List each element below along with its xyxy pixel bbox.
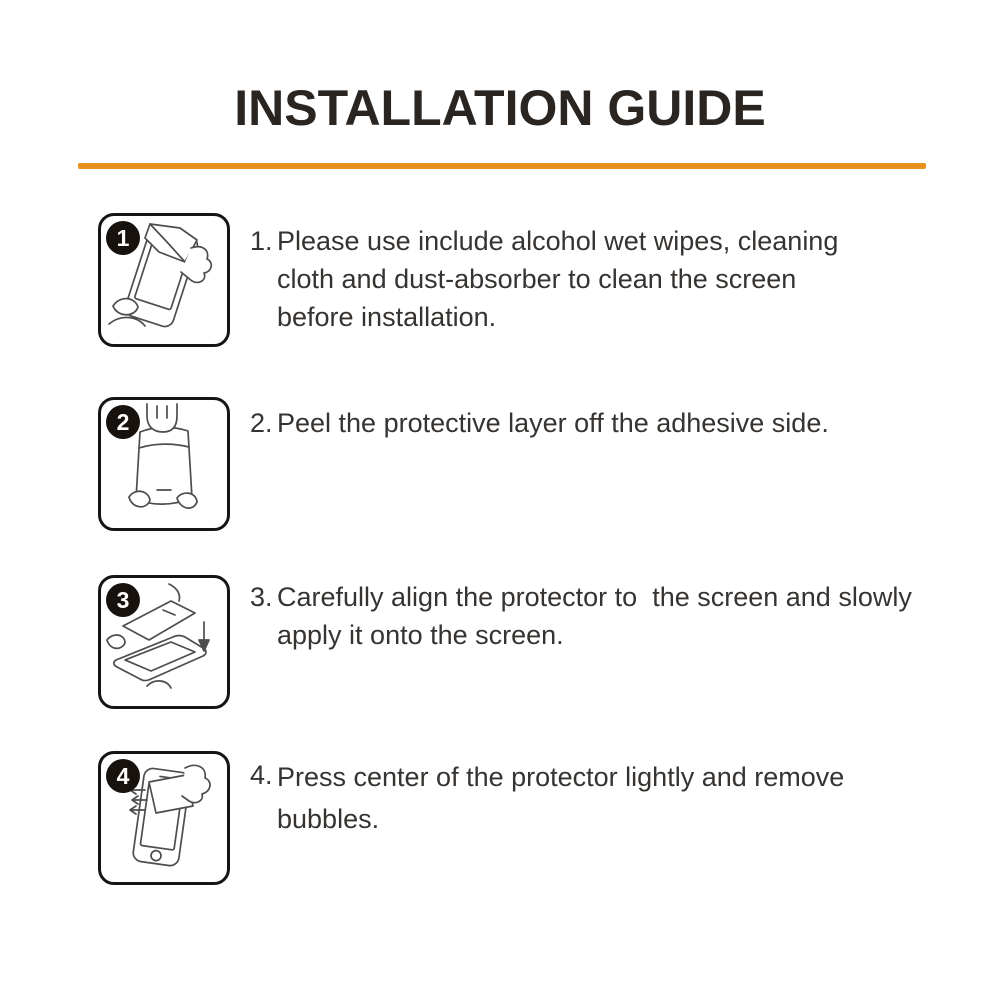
step4-instruction — [277, 756, 844, 840]
step-text-line: Carefully align the protector to the screen and slowly — [277, 582, 912, 612]
step-text-line: apply it onto the screen. — [277, 620, 564, 650]
step2-illustration-box — [98, 397, 230, 531]
step3-instruction — [277, 578, 912, 654]
step2-number: 2. — [250, 408, 273, 438]
page-title: INSTALLATION GUIDE — [234, 80, 766, 136]
step4-text — [250, 756, 844, 840]
step4-number-badge: 4 — [106, 759, 140, 793]
step3-illustration-box — [98, 575, 230, 709]
step2-text — [250, 404, 829, 442]
step1-number-badge: 1 — [106, 221, 140, 255]
step3-text — [250, 578, 912, 654]
step1-text — [250, 222, 838, 336]
orange-divider — [78, 163, 926, 169]
step1-number: 1. — [250, 226, 273, 256]
step-text-line: before installation. — [277, 302, 497, 332]
step-text-line: Please use include alcohol wet wipes, cleaning — [277, 226, 839, 256]
step2-instruction — [277, 404, 829, 442]
step4-illustration-box — [98, 751, 230, 885]
step4-number: 4. — [250, 760, 273, 790]
step3-number: 3. — [250, 582, 273, 612]
step1-illustration-box — [98, 213, 230, 347]
step-text-line: Peel the protective layer off the adhesive side. — [277, 408, 829, 438]
step3-number-badge: 3 — [106, 583, 140, 617]
step2-number-badge: 2 — [106, 405, 140, 439]
step-text-line: cloth and dust-absorber to clean the screen — [277, 264, 797, 294]
step-text-line: bubbles. — [277, 804, 380, 834]
step1-instruction — [277, 222, 838, 336]
step-text-line: Press center of the protector lightly and remove — [277, 762, 845, 792]
